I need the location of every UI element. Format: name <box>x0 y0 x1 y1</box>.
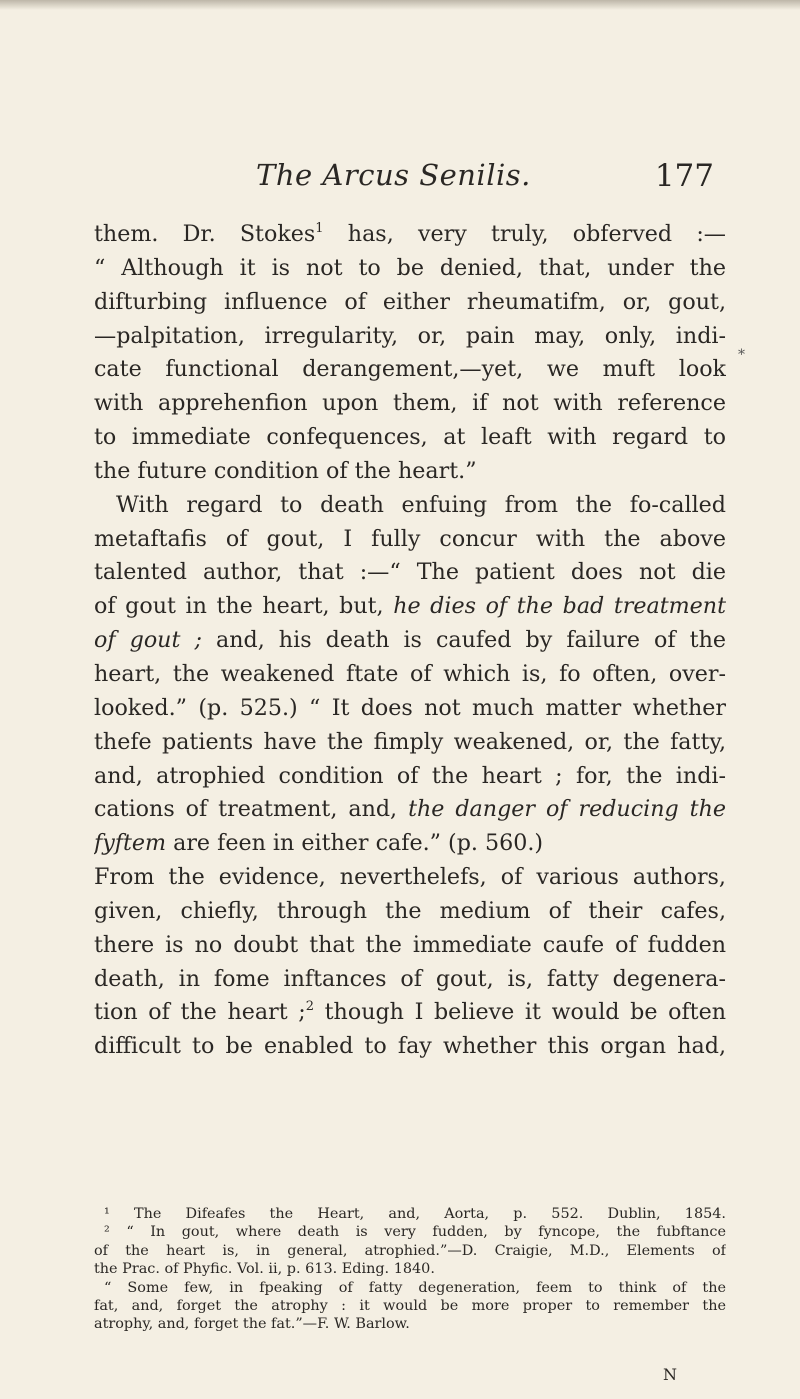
page-number: 177 <box>654 158 714 194</box>
text-line: difturbing influence of either rheumatifm, or, gout, <box>94 288 726 315</box>
text-line: the future condition of the heart.” <box>94 457 477 484</box>
text-line: tion of the heart ;$^2$ though I believe it would be often <box>94 999 726 1026</box>
text-line: With regard to death enfuing from the fo-called <box>116 491 726 518</box>
footnote-ref-1: 1 <box>315 221 324 236</box>
footnote-line: ² “ In gout, where death is very fudden, by fyncope, the fubftance <box>104 1224 726 1241</box>
text-line: death, in fome inftances of gout, is, fatty degenera- <box>94 965 726 992</box>
footnote-line: of the heart is, in general, atrophied.”—D. Craigie, M.D., Elements of <box>94 1242 726 1259</box>
text-line: of gout in the heart, but, he dies of the bad treatment <box>94 593 726 620</box>
text-line: From the evidence, neverthelefs, of various authors, <box>94 864 726 891</box>
text-line: given, chiefly, through the medium of their cafes, <box>94 897 726 924</box>
signature-mark: N <box>663 1365 677 1384</box>
text-line: —palpitation, irregularity, or, pain may, only, indi- <box>94 322 726 349</box>
footnote-line: fat, and, forget the atrophy : it would be more proper to remember the <box>94 1297 726 1314</box>
footnote-line: the Prac. of Phyfic. Vol. ii, p. 613. Eding. 1840. <box>94 1261 435 1278</box>
footnote-ref-2: 2 <box>305 999 314 1015</box>
text-line: looked.” (p. 525.) “ It does not much matter whether <box>94 694 726 721</box>
page-header <box>240 158 720 198</box>
footnote-line: ¹ The Difeafes the Heart, and, Aorta, p. 552. Dublin, 1854. <box>104 1206 726 1222</box>
text-line: them. Dr. Stokes$^1$ has, very truly, obferved :— <box>94 221 726 247</box>
footnotes <box>94 1205 726 1334</box>
margin-mark: * <box>738 347 745 363</box>
text-line: there is no doubt that the immediate caufe of fudden <box>94 931 726 958</box>
text-line: and, atrophied condition of the heart ; for, the indi- <box>94 762 726 789</box>
text-line: thefe patients have the fimply weakened, or, the fatty, <box>94 728 726 755</box>
text-line: difficult to be enabled to fay whether this organ had, <box>94 1033 726 1060</box>
text-line: cations of treatment, and, the danger of reducing the <box>94 796 726 823</box>
text-line: “ Although it is not to be denied, that, under the <box>94 254 726 281</box>
text-line: with apprehenfion upon them, if not with reference <box>94 390 726 417</box>
running-title: The Arcus Senilis. <box>256 158 531 192</box>
text-line: cate functional derangement,—yet, we muft look <box>94 356 726 383</box>
text-line: fyftem are feen in either cafe.” (p. 560.) <box>94 830 544 857</box>
body-text <box>94 218 726 1064</box>
footnote-line: atrophy, and, forget the fat.”—F. W. Barlow. <box>94 1316 410 1333</box>
page-edge-shadow <box>0 0 800 10</box>
text-line: of gout ; and, his death is caufed by failure of the <box>94 627 726 654</box>
footnote-line: “ Some few, in fpeaking of fatty degeneration, feem to think of the <box>104 1279 726 1296</box>
text-line: metaftafis of gout, I fully concur with the above <box>94 525 726 552</box>
text-line: to immediate confequences, at leaft with regard to <box>94 424 726 451</box>
text-line: talented author, that :—“ The patient does not die <box>94 559 726 586</box>
text-line: heart, the weakened ftate of which is, fo often, over- <box>94 660 726 687</box>
